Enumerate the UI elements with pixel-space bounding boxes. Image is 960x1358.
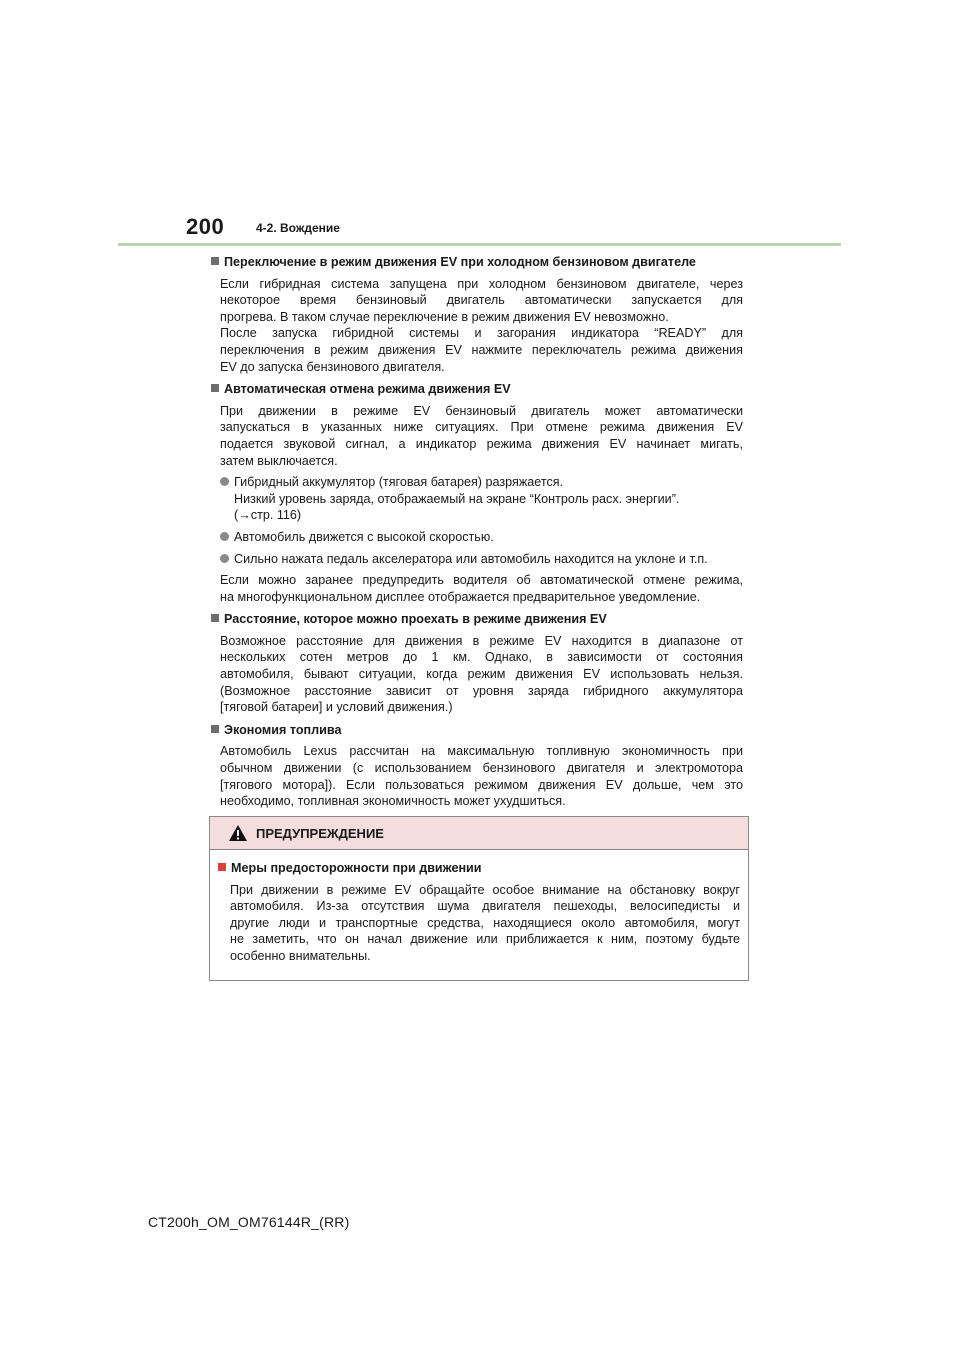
text-line: EV до запуска бензинового двигателя.: [220, 359, 445, 374]
text-line: При движении в режиме EV бензиновый двигатель может автоматически: [220, 403, 743, 418]
warning-triangle-icon: [228, 824, 248, 842]
square-bullet-icon: [211, 257, 219, 265]
section-title: 4-2. Вождение: [256, 221, 340, 235]
text-line: [тягового мотора]). Если пользоваться режимом движения EV дольше, чем это: [220, 777, 743, 792]
bullet-dot-icon: [220, 532, 229, 541]
warning-paragraph: [218, 882, 740, 965]
list-item: [211, 529, 743, 546]
section-heading: Переключение в режим движения EV при холодном бензиновом двигателе: [211, 254, 743, 271]
text-line: [тяговой батареи] и условий движения.): [220, 700, 453, 715]
text-line: При движении в режиме EV обращайте особое внимание на обстановку вокруг: [230, 882, 740, 897]
text-line: прогрева. В таком случае переключение в режим движения EV невозможно.: [220, 309, 669, 324]
square-bullet-icon: [218, 863, 226, 871]
warning-body: [210, 850, 748, 965]
section-heading: Экономия топлива: [211, 722, 743, 739]
text-line: запускаться в указанных ниже ситуациях. При отмене режима движения EV: [220, 420, 743, 435]
text-line: особенно внимательны.: [230, 948, 371, 963]
text-line: Сильно нажата педаль акселератора или автомобиль находится на уклоне и т.п.: [234, 551, 708, 566]
text-line: некоторое время бензиновый двигатель автоматически запускается для: [220, 293, 743, 308]
text-line: Автомобиль Lexus рассчитан на максимальную топливную экономичность при: [220, 744, 743, 759]
text-line: После запуска гибридной системы и загорания индикатора “READY” для: [220, 326, 743, 341]
main-content: [211, 254, 743, 816]
header-rule: [118, 243, 841, 246]
list-item: [211, 551, 743, 568]
warning-heading: Меры предосторожности при движении: [218, 860, 740, 877]
bullet-dot-icon: [220, 477, 229, 486]
bullet-dot-icon: [220, 554, 229, 563]
text-line: Если гибридная система запущена при холодном бензиновом двигателе, через: [220, 276, 743, 291]
section-paragraph: [211, 633, 743, 716]
section-paragraph: [211, 276, 743, 376]
warning-title: ПРЕДУПРЕЖДЕНИЕ: [256, 825, 384, 841]
warning-header: [210, 817, 748, 850]
text-line: переключения в режим движения EV нажмите переключатель режима движения: [220, 342, 743, 357]
square-bullet-icon: [211, 725, 219, 733]
text-line: Автомобиль движется с высокой скоростью.: [234, 529, 494, 544]
text-line: Низкий уровень заряда, отображаемый на экране “Контроль расх. энергии”.: [234, 491, 680, 506]
text-line: необходимо, топливная экономичность может ухудшиться.: [220, 794, 566, 809]
text-line: нескольких сотен метров до 1 км. Однако, в зависимости от состояния: [220, 650, 743, 665]
section-ev-distance: [211, 611, 743, 716]
text-line: не заметить, что он начал движение или приближается к ним, поэтому будьте: [230, 932, 740, 947]
section-heading: Расстояние, которое можно проехать в режиме движения EV: [211, 611, 743, 628]
square-bullet-icon: [211, 614, 219, 622]
text-line: Гибридный аккумулятор (тяговая батарея) разряжается.: [234, 475, 564, 490]
text-line: Возможное расстояние для движения в режиме EV находится в диапазоне от: [220, 633, 743, 648]
text-line: затем выключается.: [220, 453, 338, 468]
text-line: подается звуковой сигнал, а индикатор режима движения EV начинает мигать,: [220, 436, 743, 451]
text-line: другие люди и транспортные средства, находящиеся около автомобиля, могут: [230, 915, 740, 930]
square-bullet-icon: [211, 384, 219, 392]
text-line: на многофункциональном дисплее отображается предварительное уведомление.: [220, 589, 701, 604]
section-paragraph: [211, 743, 743, 809]
list-item: [211, 474, 743, 524]
text-line: автомобиля. Из-за отсутствия шума двигателя пешеходы, велосипедисты и: [230, 899, 740, 914]
section-paragraph: [211, 572, 743, 605]
footer-doc-id: CT200h_OM_OM76144R_(RR): [148, 1214, 350, 1230]
text-line: Если можно заранее предупредить водителя об автоматической отмене режима,: [220, 573, 743, 588]
section-cold-engine: [211, 254, 743, 375]
warning-box: [209, 816, 749, 981]
page-number: 200: [186, 214, 225, 239]
section-fuel-economy: [211, 722, 743, 810]
text-line: автомобиля, бывают ситуации, когда режим движения EV использовать нельзя.: [220, 667, 743, 682]
text-line: обычном движении (с использованием бензинового двигателя и электромотора: [220, 761, 743, 776]
section-auto-cancel: [211, 381, 743, 605]
section-heading: Автоматическая отмена режима движения EV: [211, 381, 743, 398]
text-line: (Возможное расстояние зависит от уровня заряда гибридного аккумулятора: [220, 683, 743, 698]
section-paragraph: [211, 403, 743, 469]
page-reference: (→стр. 116): [234, 508, 302, 523]
